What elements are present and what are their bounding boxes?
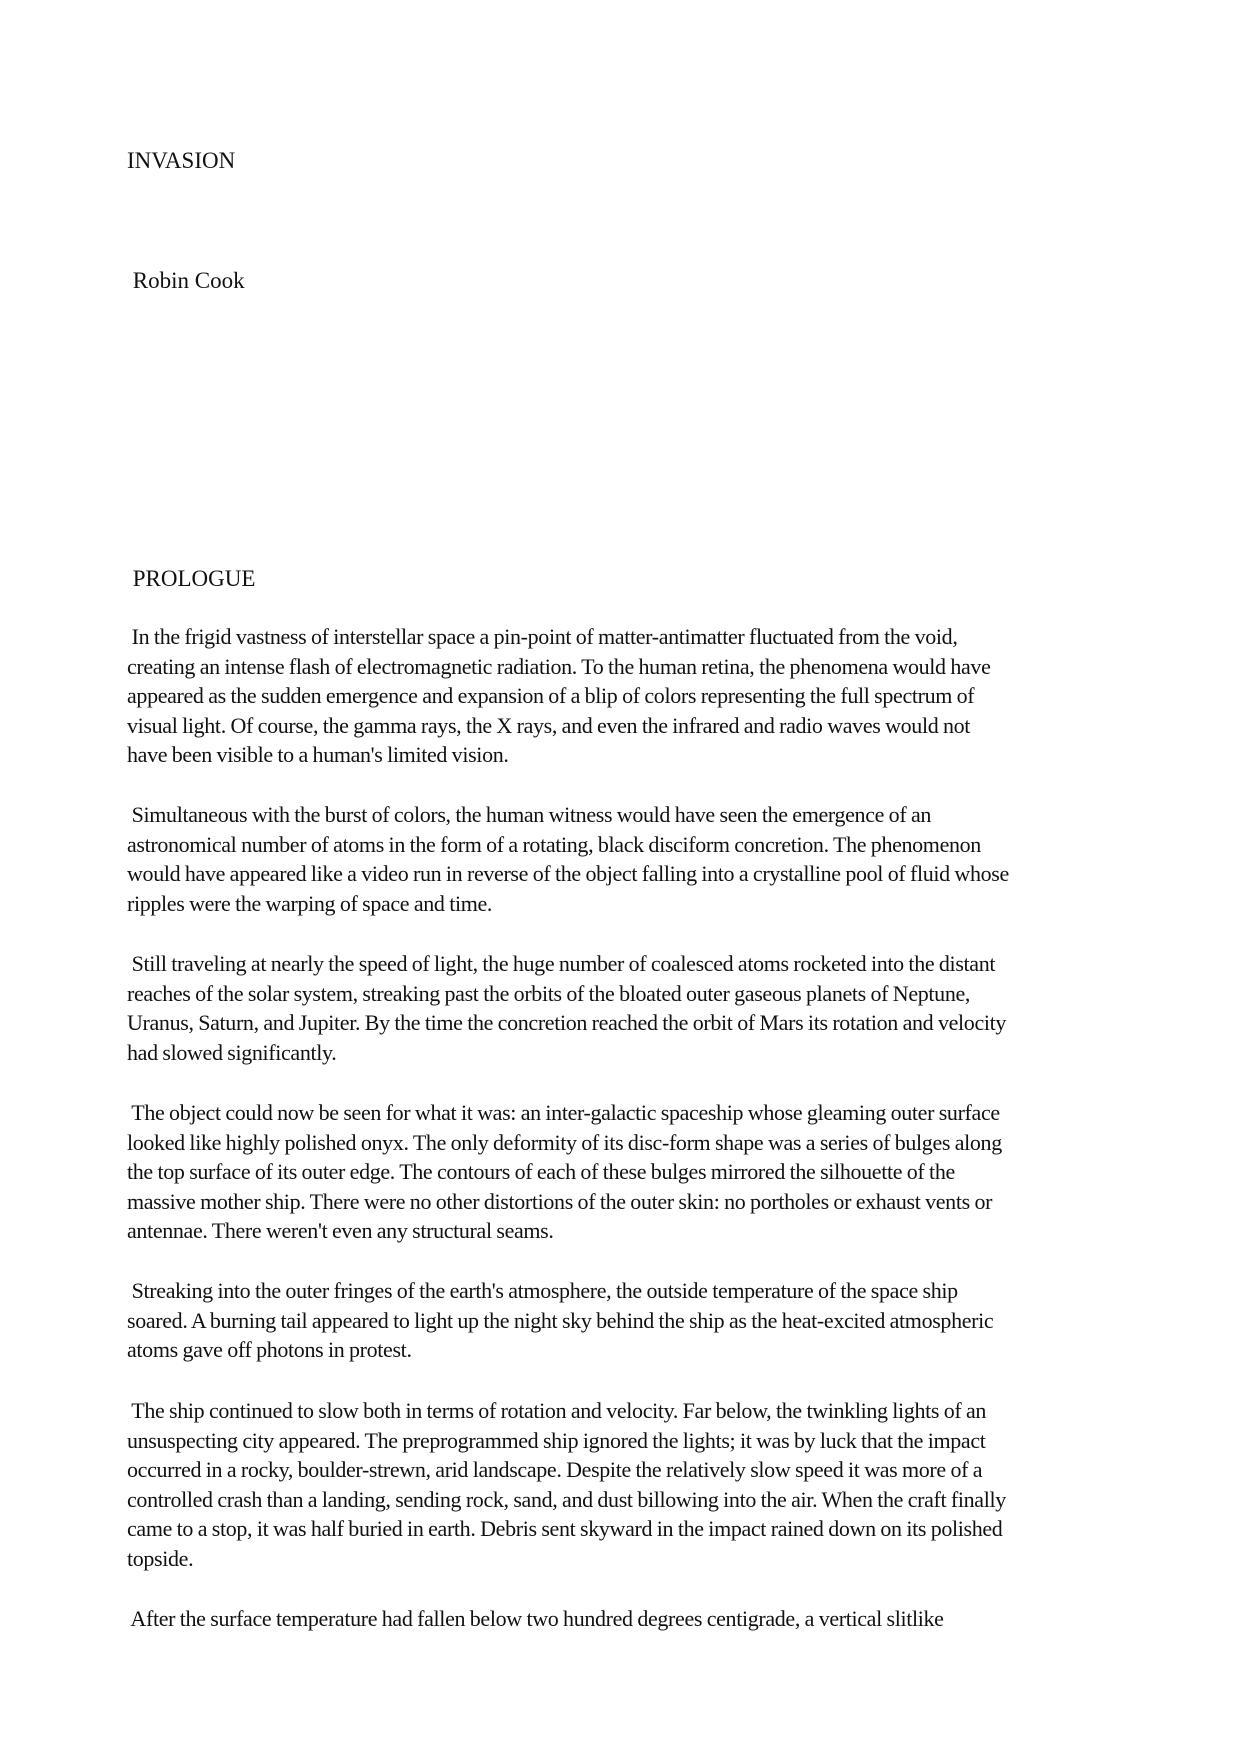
text-line: came to a stop, it was half buried in earth. Debris sent skyward in the impact rained down on its polished [127, 1516, 1003, 1541]
text-line: astronomical number of atoms in the form of a rotating, black disciform concretion. The phenomenon [127, 831, 981, 857]
text-line: atoms gave off photons in protest. [127, 1337, 412, 1362]
book-author: Robin Cook [127, 268, 245, 293]
paragraph-5 [127, 1276, 1127, 1365]
paragraph-7 [127, 1604, 1127, 1634]
paragraph-2 [127, 800, 1127, 918]
text-line: unsuspecting city appeared. The preprogrammed ship ignored the lights; it was by luck that the impact [127, 1427, 986, 1453]
text-line: massive mother ship. There were no other distortions of the outer skin: no portholes or exhaust vents or [127, 1188, 993, 1214]
text-line: creating an intense flash of electromagnetic radiation. To the human retina, the phenomena would have [127, 653, 991, 679]
text-line: ripples were the warping of space and time. [127, 890, 493, 916]
text-line: would have appeared like a video run in reverse of the object falling into a crystalline pool of fluid whose [127, 861, 1009, 886]
text-line: Simultaneous with the burst of colors, the human witness would have seen the emergence of an [127, 802, 932, 827]
text-line: topside. [127, 1545, 194, 1571]
text-line: antennae. There weren't even any structural seams. [127, 1218, 554, 1243]
text-line: visual light. Of course, the gamma rays, the X rays, and even the infrared and radio waves would not [127, 712, 971, 738]
text-line: reaches of the solar system, streaking past the orbits of the bloated outer gaseous planets of Neptune, [127, 980, 971, 1006]
text-line: Uranus, Saturn, and Jupiter. By the time the concretion reached the orbit of Mars its rotation and velocity [127, 1010, 1007, 1035]
paragraph-6 [127, 1396, 1127, 1573]
text-line: soared. A burning tail appeared to light up the night sky behind the ship as the heat-excited atmospheric [127, 1307, 994, 1333]
text-line: The object could now be seen for what it was: an inter-galactic spaceship whose gleaming outer surface [127, 1100, 1000, 1125]
text-line: the top surface of its outer edge. The contours of each of these bulges mirrored the silhouette of the [127, 1159, 955, 1184]
text-line: controlled crash than a landing, sending rock, sand, and dust billowing into the air. When the craft finally [127, 1486, 1006, 1512]
text-line: After the surface temperature had fallen below two hundred degrees centigrade, a vertical slitlike [127, 1606, 944, 1631]
text-line: looked like highly polished onyx. The only deformity of its disc-form shape was a series of bulges along [127, 1129, 1002, 1155]
text-line: have been visible to a human's limited vision. [127, 742, 509, 767]
text-line: appeared as the sudden emergence and expansion of a blip of colors representing the full spectrum of [127, 683, 975, 708]
text-line: In the frigid vastness of interstellar space a pin-point of matter-antimatter fluctuated from the void, [127, 624, 958, 649]
book-title: INVASION [127, 148, 236, 173]
paragraph-1 [127, 622, 1127, 770]
text-line: occurred in a rocky, boulder-strewn, arid landscape. Despite the relatively slow speed it was more of a [127, 1457, 983, 1482]
chapter-heading: PROLOGUE [127, 566, 256, 591]
text-line: Streaking into the outer fringes of the earth's atmosphere, the outside temperature of the space ship [127, 1278, 958, 1303]
text-line: Still traveling at nearly the speed of light, the huge number of coalesced atoms rocketed into the distant [127, 951, 996, 976]
text-line: The ship continued to slow both in terms of rotation and velocity. Far below, the twinkling lights of an [127, 1398, 987, 1423]
paragraph-4 [127, 1098, 1127, 1246]
paragraph-3 [127, 949, 1127, 1067]
text-line: had slowed significantly. [127, 1039, 337, 1065]
